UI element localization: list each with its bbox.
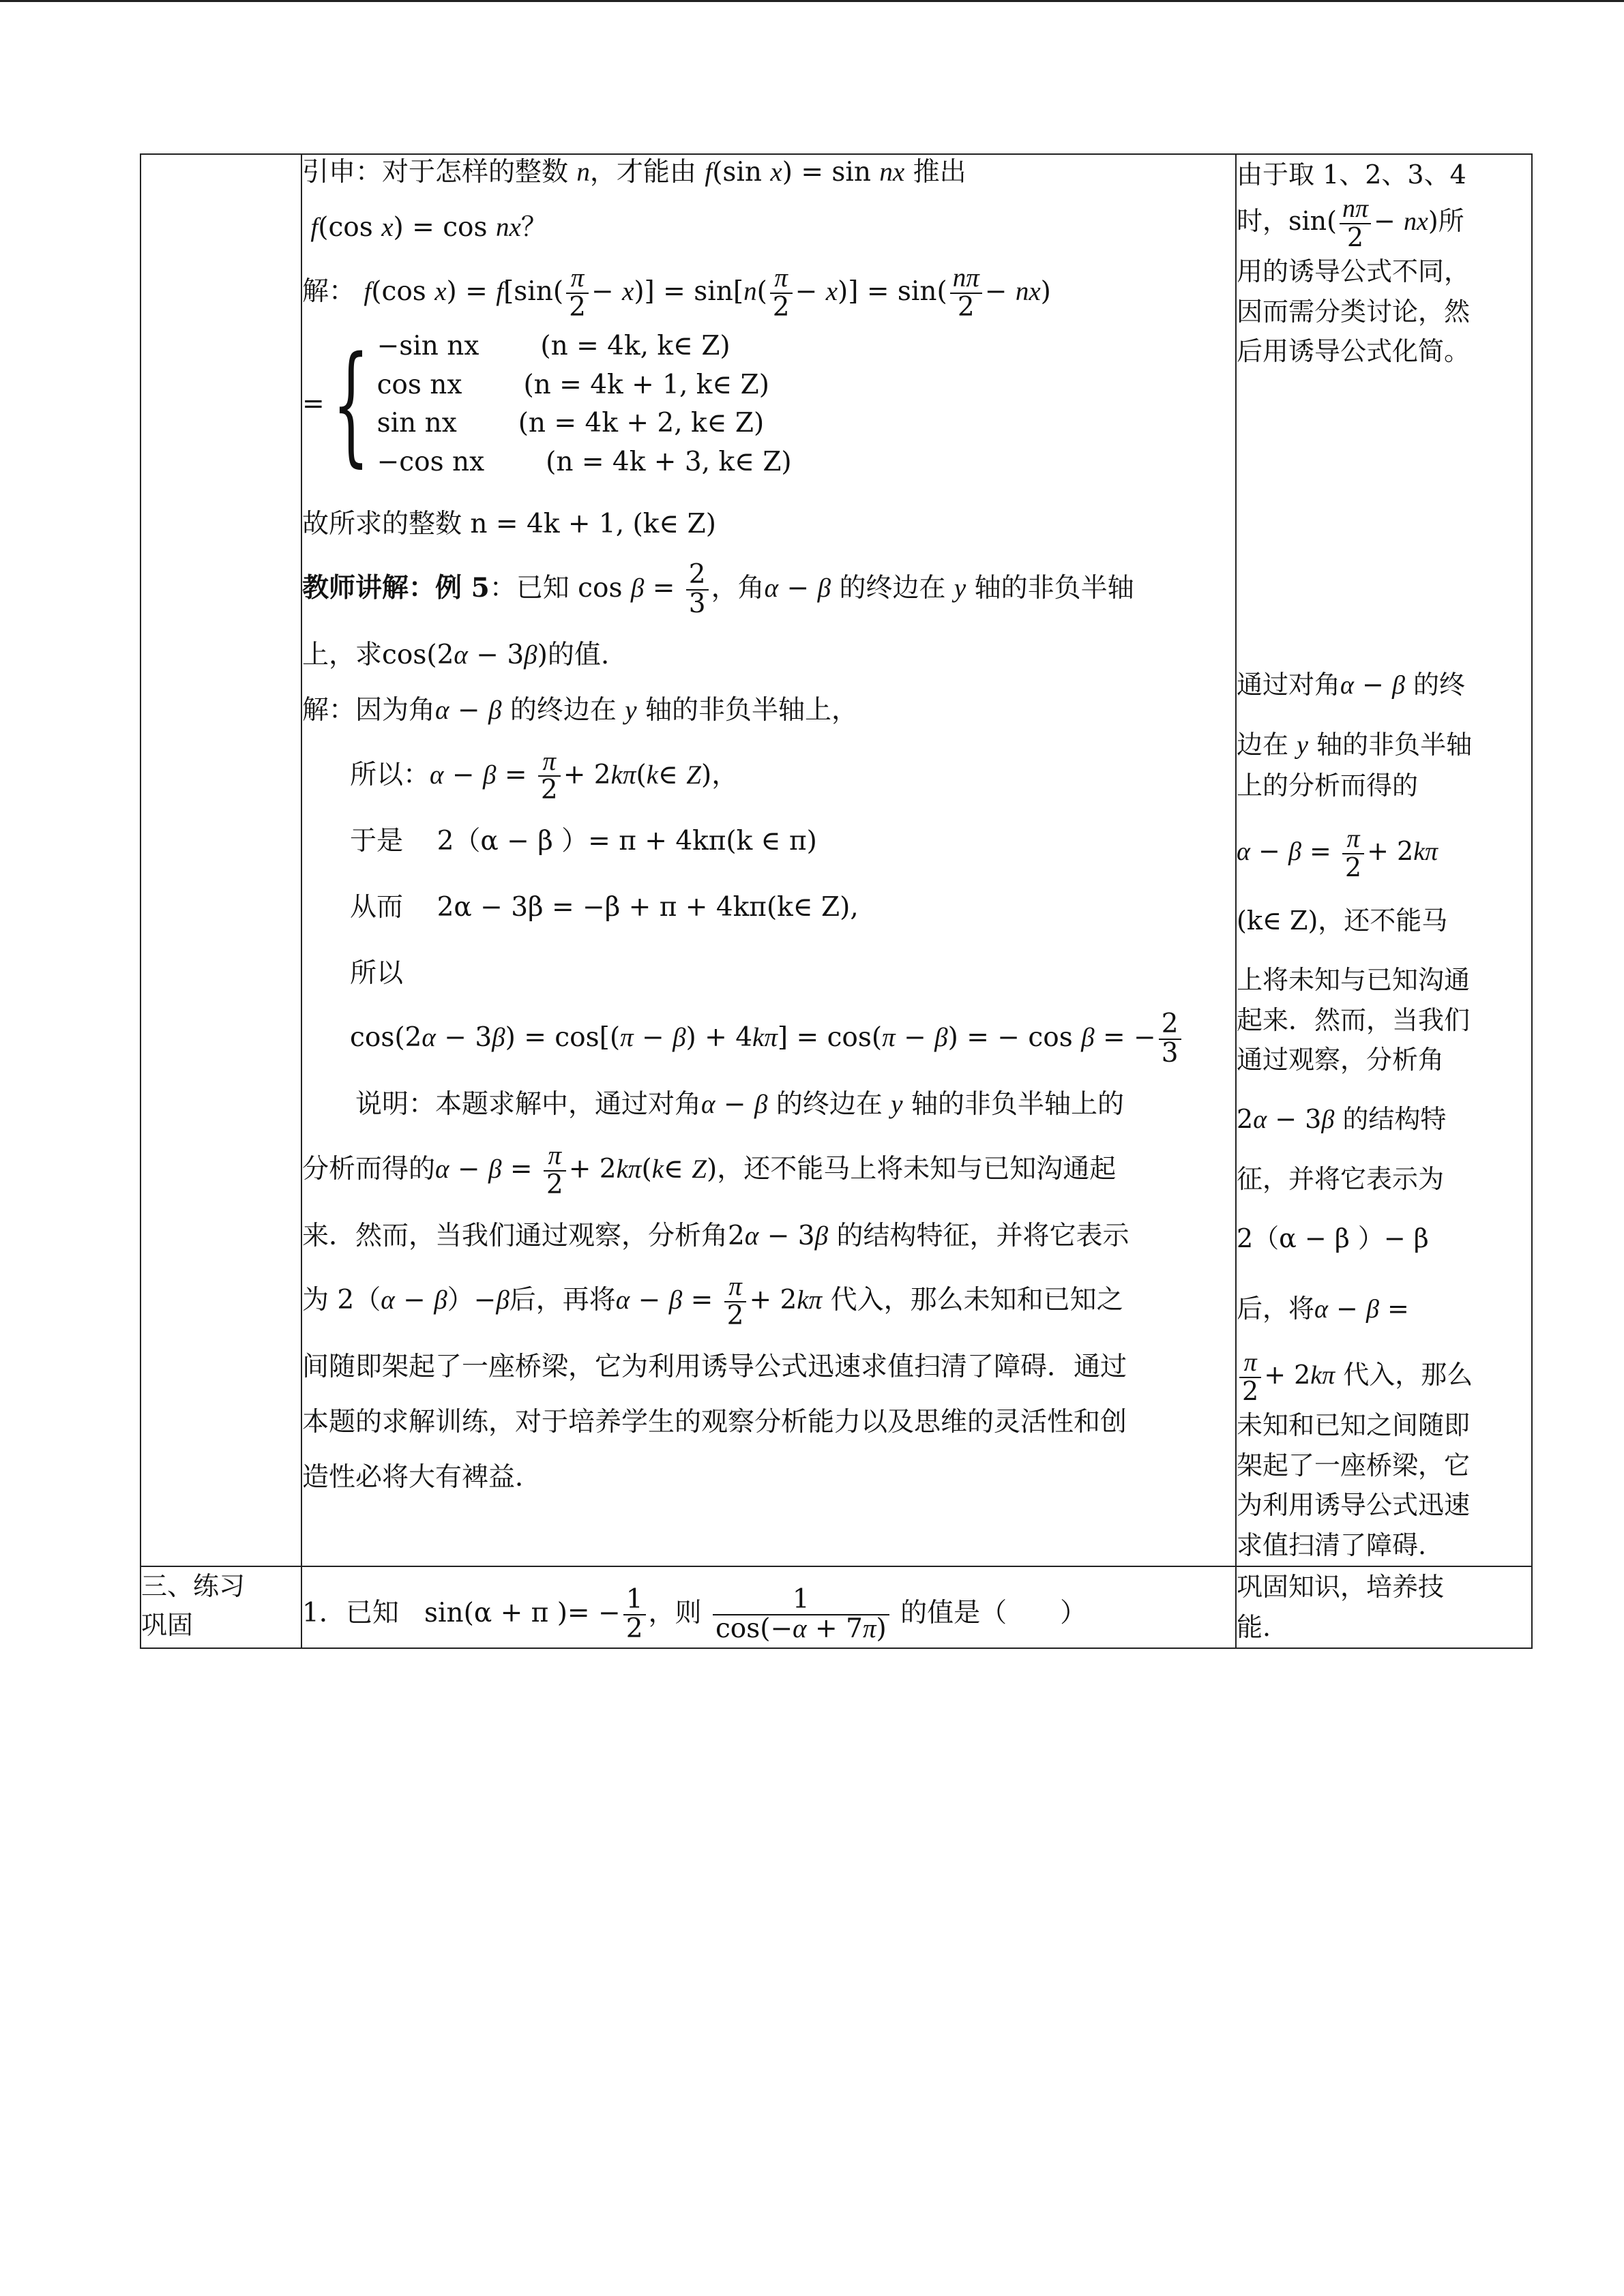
remarks-cell: 巩固知识，培养技 能. (1236, 1566, 1532, 1648)
example5-statement-cont: 上，求cos(2α − 3β)的值. (302, 640, 610, 671)
case-row: −sin nx (n = 4k, k∈ Z) (377, 331, 730, 362)
note-paragraph: 间随即架起了一座桥梁，它为利用诱导公式迅速求值扫清了障碍．通过 (302, 1352, 1127, 1383)
remark-line: 边在 y 轴的非负半轴 (1237, 730, 1473, 760)
conclusion: 故所求的整数 n = 4k + 1, (k∈ Z) (302, 508, 716, 539)
remark-line: 时，sin( $\frac{n\pi}{2}$ − nx)所 (1237, 194, 1464, 252)
note-paragraph: 来．然而，当我们通过观察，分析角2α − 3β 的结构特征，并将它表示 (302, 1220, 1130, 1251)
remarks-cell (1236, 154, 1532, 1566)
note-paragraph: 本题的求解训练，对于培养学生的观察分析能力以及思维的灵活性和创 (302, 1406, 1127, 1437)
remark-line: 通过对角α − β 的终 (1237, 670, 1466, 700)
remark-line: 2（α − β ）− β (1237, 1223, 1429, 1254)
note-paragraph: 分析而得的α − β = $\frac{\pi}{2}$ + 2kπ(k∈ Z)，还不能马上将未知与已知沟通起 (302, 1140, 1117, 1200)
section-label-cell (141, 154, 301, 1566)
remark-line: α − β = $\frac{\pi}{2}$ + 2kπ (1237, 824, 1438, 882)
exercise-cell (301, 1566, 1236, 1648)
lesson-table (140, 153, 1533, 1649)
table-row (141, 1566, 1532, 1648)
solution-step: 从而 2α − 3β = −β + π + 4kπ(k∈ Z), (350, 892, 859, 923)
remark-line: 用的诱导公式不同， (1237, 256, 1471, 286)
note-paragraph: 为 2（α − β）−β后，再将α − β = $\frac{\pi}{2}$ + 2kπ 代入，那么未知和已知之 (302, 1272, 1123, 1332)
note-paragraph: 说明：本题求解中，通过对角α − β 的终边在 y 轴的非负半轴上的 (355, 1089, 1124, 1120)
remark-line: 2α − 3β 的结构特 (1237, 1104, 1447, 1135)
remark-line: 因而需分类讨论，然 (1237, 296, 1471, 327)
remark-line: $\frac{\pi}{2}$ + 2kπ 代入，那么 (1237, 1349, 1531, 1405)
remark-line: 起来．然而，当我们 (1237, 1004, 1471, 1035)
remark-line: 后用诱导公式化简。 (1237, 336, 1471, 367)
example5-statement: 教师讲解：例 5：已知 cos β = $\frac{2}{3}$ ，角α − β 的终边在 y 轴的非负半轴 (302, 559, 1134, 620)
remark-line: 为利用诱导公式迅速 (1237, 1490, 1471, 1521)
extension-question-cont: f(cos x) = cos nx？ (310, 211, 548, 243)
remark-line: 后，将α − β = (1237, 1294, 1409, 1324)
piecewise-result: = { −sin nx (n = 4k, k∈ Z) cos nx (n = 4k + 1, k∈ Z) sin nx (n = 4k + 2, k∈ Z) −cos nx (n = 4k + 3, k∈ Z) (302, 329, 792, 480)
remark-line: 征，并将它表示为 (1237, 1164, 1445, 1195)
remark-line: 上的分析而得的 (1237, 771, 1419, 801)
remark-line: 未知和已知之间随即 (1237, 1410, 1471, 1440)
remark-line: 上将未知与已知沟通 (1237, 964, 1471, 995)
table-row (141, 154, 1532, 1566)
case-row: cos nx (n = 4k + 1, k∈ Z) (377, 369, 769, 400)
example5-solution: 解：因为角α − β 的终边在 y 轴的非负半轴上， (302, 694, 858, 726)
case-row: sin nx (n = 4k + 2, k∈ Z) (377, 408, 765, 439)
solution-final: cos(2α − 3β) = cos[(π − β) + 4kπ] = cos(π − β) = − cos β = − $\frac{2}{3}$ (302, 1011, 1235, 1068)
remark-line: (k∈ Z)，还不能马 (1237, 905, 1448, 936)
solution-step: 所以 (350, 957, 404, 989)
remark-line: 由于取 1、2、3、4 (1237, 160, 1466, 190)
note-paragraph: 造性必将大有裨益． (302, 1461, 542, 1493)
exercise-question: 1．已知 sin(α + π )= − $\frac{1}{2}$ ，则 $\frac{1}{\cos(-\alpha + 7\pi)}$ 的值是（ ） (302, 1584, 1087, 1645)
extension-question: 引申：对于怎样的整数 n，才能由 f(sin x) = sin nx 推出 (302, 157, 966, 188)
solution-step: 于是 2（α − β ）= π + 4kπ(k ∈ π) (350, 826, 817, 857)
solution-line: 解： f(cos x) = f[sin( $\frac{\pi}{2}$ − x)] = sin[n( $\frac{\pi}{2}$ − x)] = sin( $\frac{n\pi}{2}$ − nx) (302, 263, 1051, 323)
remark-line: 架起了一座桥梁，它 (1237, 1450, 1471, 1480)
solution-step: 所以：α − β = $\frac{\pi}{2}$ + 2kπ(k∈ Z)， (350, 746, 739, 806)
remark-line: 通过观察，分析角 (1237, 1045, 1445, 1075)
page-top-border (0, 0, 1624, 2)
content-cell (301, 154, 1236, 1566)
remark-line: 求值扫清了障碍. (1237, 1530, 1427, 1561)
section-label-cell: 三、练习 巩固 (141, 1566, 301, 1648)
case-row: −cos nx (n = 4k + 3, k∈ Z) (377, 447, 792, 478)
